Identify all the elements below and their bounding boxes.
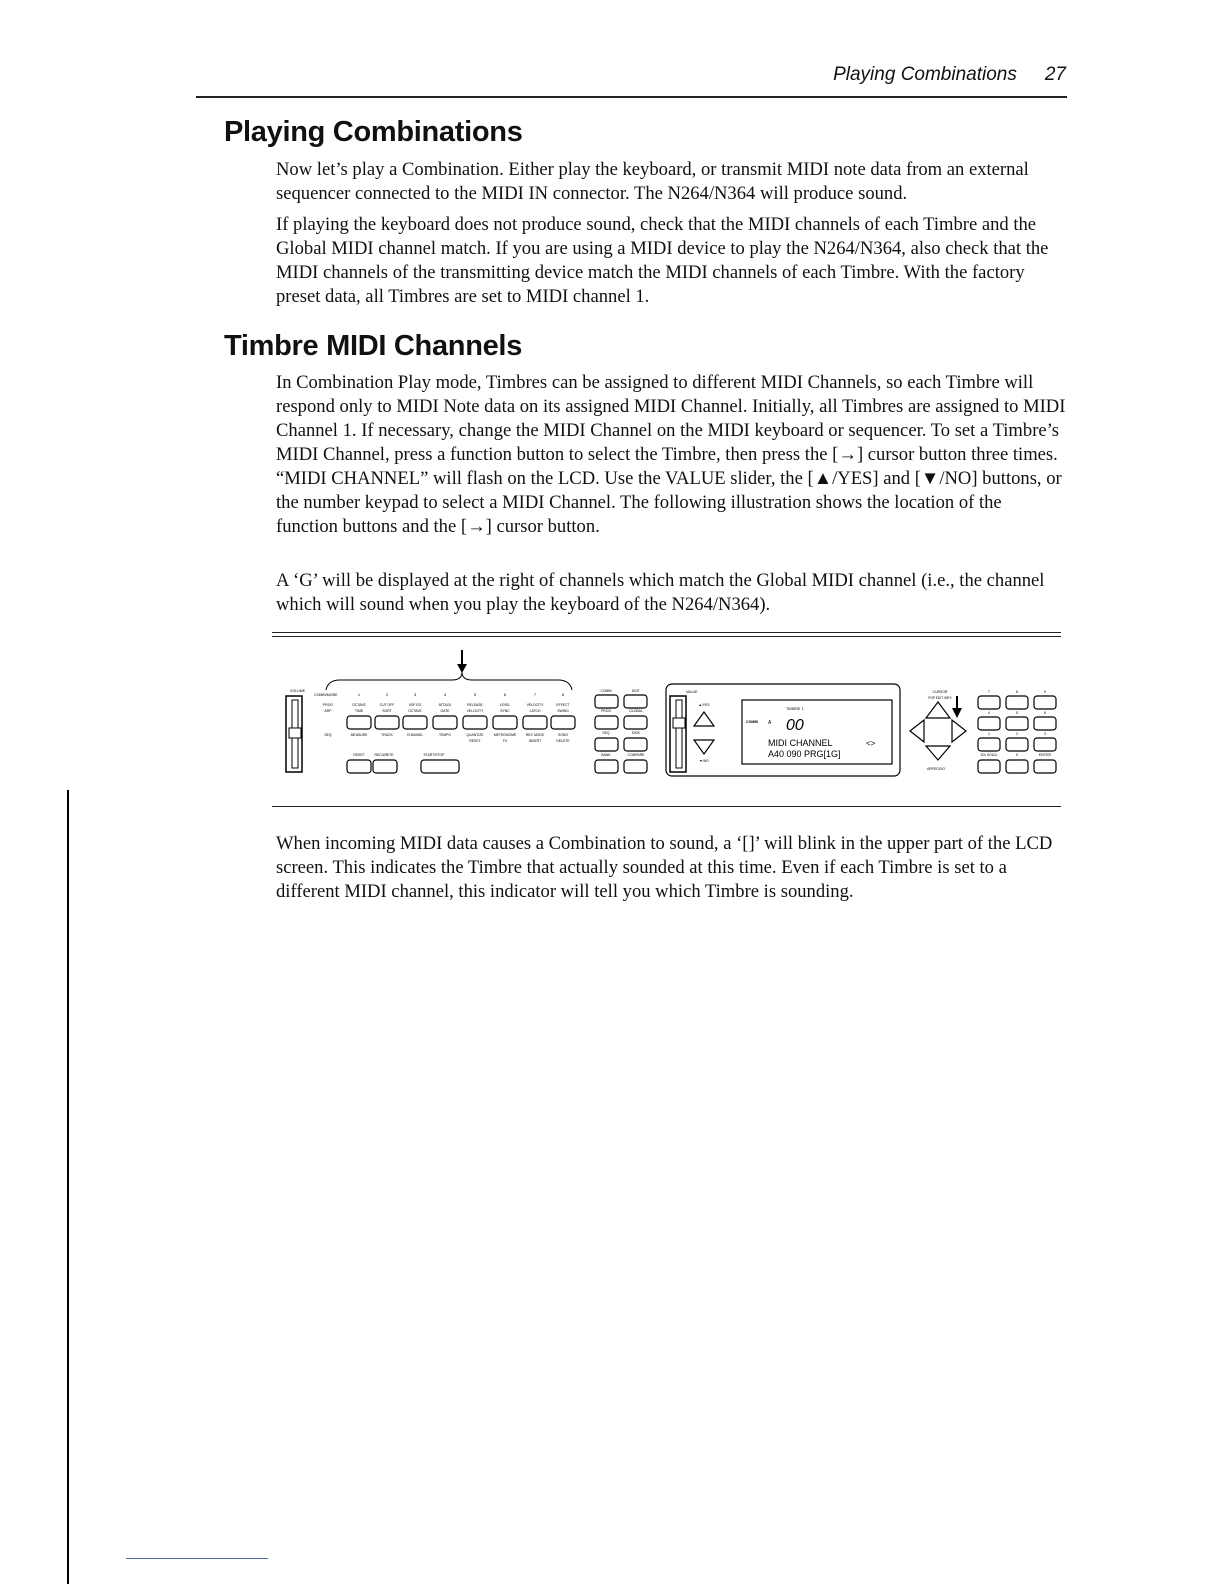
- fn-top-label: CUT OFF: [379, 703, 395, 707]
- fn-bottom-sub: DELETE: [556, 739, 570, 743]
- lcd-mode: COMBI: [746, 720, 758, 724]
- mode-label-disk: DISK: [632, 731, 640, 735]
- value-slider-frame: [670, 696, 686, 772]
- paragraph: Now let’s play a Combination. Either play the keyboard, or transmit MIDI note data from an external sequencer connected to the MIDI IN connector. The N264/N364 will produce sound.: [276, 159, 1029, 204]
- paragraph: In Combination Play mode, Timbres can be assigned to different MIDI Channels, so each Timbre will respond only to MIDI Note data on its assigned MIDI Channel. Initially, all Timbres are assigned to MIDI Channel 1. If necessary, change the MIDI Channel on the MIDI keyboard or sequencer. To set a Timbre’s MIDI Channel, press a function button to select the Timbre, then press the [→] cursor button three times. “MIDI CHANNEL” will flash on the LCD. Use the VALUE slider, the [▲/YES] and [▼/NO] buttons, or the number keypad to select a MIDI Channel. The following illustration shows the location of the function buttons and the [→] cursor button.: [276, 372, 1066, 537]
- volume-slider-knob[interactable]: [289, 728, 301, 738]
- fn-bottom-label: REC MODE: [525, 733, 545, 737]
- fn-number-6: 6: [503, 692, 507, 697]
- keypad-label: 8: [1016, 690, 1018, 694]
- disk-button[interactable]: [624, 738, 647, 751]
- fn-top-label: ATTACK: [438, 703, 452, 707]
- combi-button[interactable]: [595, 695, 618, 708]
- prog-button[interactable]: [595, 716, 618, 729]
- fn-top-label: PROG: [323, 703, 333, 707]
- keypad-button-0[interactable]: [1006, 760, 1028, 773]
- mode-label: COMBI/MODE: [314, 693, 338, 697]
- function-button-2[interactable]: [375, 716, 399, 729]
- fn-number-1: 1: [357, 692, 361, 697]
- fn-mid-label: SYNC: [500, 709, 510, 713]
- paragraph: A ‘G’ will be displayed at the right of channels which match the Global MIDI channel (i.e., the channel which will sound when you play the keyboard of the N264/N364).: [276, 570, 1045, 615]
- pointer-arrow-icon: [457, 650, 467, 673]
- value-label: VALUE: [686, 690, 698, 694]
- section-heading-playing-combinations: Playing Combinations: [224, 116, 523, 148]
- keypad-button-6[interactable]: [1034, 717, 1056, 730]
- fn-top-label: LEVEL: [499, 703, 511, 707]
- keypad-label: 3: [1044, 732, 1046, 736]
- function-button-4[interactable]: [433, 716, 457, 729]
- keypad-button-8[interactable]: [1006, 696, 1028, 709]
- fn-bottom-label: METRONOME: [493, 733, 517, 737]
- keypad-label: 9: [1044, 690, 1046, 694]
- bank-button[interactable]: [595, 760, 618, 773]
- keypad-button-hold[interactable]: [978, 760, 1000, 773]
- keypad-label: 6: [1044, 711, 1046, 715]
- fn-number-3: 3: [413, 692, 417, 697]
- keypad-label: 10's HOLD/-: [980, 753, 998, 757]
- lcd-line1: MIDI CHANNEL: [768, 738, 833, 748]
- function-button-8[interactable]: [551, 716, 575, 729]
- page-number: 27: [1044, 64, 1066, 85]
- mode-label-edit: EDIT: [632, 689, 640, 693]
- fn-mid-label: TIME: [354, 709, 364, 713]
- binding-edge-line: [67, 790, 69, 1584]
- fn-number-2: 2: [385, 692, 389, 697]
- fn-bottom-sub: FX: [502, 739, 508, 743]
- no-button-icon[interactable]: [694, 740, 714, 754]
- front-panel-illustration: [276, 646, 1066, 796]
- keypad-label: 7: [988, 690, 990, 694]
- lcd-header: TIMBRE 1: [786, 707, 804, 711]
- keypad-button-1[interactable]: [978, 738, 1000, 751]
- yes-button-icon[interactable]: [694, 712, 714, 726]
- fn-bottom-sub: RESET: [469, 739, 481, 743]
- cursor-up-icon[interactable]: [926, 702, 950, 718]
- fn-number-7: 7: [533, 692, 537, 697]
- keypad-label: 2: [1016, 732, 1018, 736]
- keypad-label: 0: [1016, 753, 1018, 757]
- rec-write-button[interactable]: [373, 760, 397, 773]
- global-button[interactable]: [624, 716, 647, 729]
- value-slider-track[interactable]: [676, 700, 682, 768]
- fn-mid-label: LATCH: [529, 709, 541, 713]
- fn-bottom-sub: INSERT: [528, 739, 542, 743]
- transport-label: REC/WRITE: [374, 753, 394, 757]
- running-head-title: Playing Combinations: [833, 64, 1017, 85]
- fn-mid-label: ARP: [324, 709, 332, 713]
- compare-button[interactable]: [624, 760, 647, 773]
- keypad-button-4[interactable]: [978, 717, 1000, 730]
- footer-rule: [126, 1558, 268, 1559]
- volume-label: VOLUME: [290, 689, 306, 693]
- transport-label: RESET: [353, 753, 365, 757]
- mode-label-seq: SEQ: [602, 731, 610, 735]
- keypad-button-2[interactable]: [1006, 738, 1028, 751]
- keypad-label: 5: [1016, 711, 1018, 715]
- fn-bottom-label: SEQ: [324, 733, 332, 737]
- edit-button[interactable]: [624, 695, 647, 708]
- arpeggio-label: ARPEGGIO: [926, 767, 946, 771]
- fn-mid-label: SORT: [382, 709, 392, 713]
- fn-top-label: EFFECT: [556, 703, 570, 707]
- paragraph: If playing the keyboard does not produce sound, check that the MIDI channels of each Timbre and the Global MIDI channel match. If you are using a MIDI device to play the N264/N364, also check that the MIDI channels of the transmitting device match the MIDI channels of each Timbre. With the factory preset data, all Timbres are set to MIDI channel 1.: [276, 214, 1049, 307]
- keypad-button-9[interactable]: [1034, 696, 1056, 709]
- fn-number-4: 4: [443, 692, 447, 697]
- function-button-7[interactable]: [523, 716, 547, 729]
- function-button-5[interactable]: [463, 716, 487, 729]
- fn-bottom-label: QUANTIZE: [466, 733, 484, 737]
- header-rule: [196, 96, 1067, 98]
- lcd-bank: A: [768, 720, 772, 726]
- keypad-button-5[interactable]: [1006, 717, 1028, 730]
- section-heading-timbre-midi-channels: Timbre MIDI Channels: [224, 330, 523, 362]
- fn-number-8: 8: [561, 692, 565, 697]
- fn-bottom-label: CHANNEL: [406, 733, 424, 737]
- mode-label-global: GLOBAL: [629, 709, 643, 713]
- fn-bottom-label: TRACK: [381, 733, 393, 737]
- lcd-line2: A40 090 PRG[1G]: [768, 749, 841, 759]
- mode-label-prog: PROG: [601, 709, 611, 713]
- value-slider-knob[interactable]: [673, 718, 685, 728]
- mode-label-compare: COMPARE: [627, 753, 645, 757]
- cursor-down-icon[interactable]: [926, 746, 950, 760]
- function-button-1[interactable]: [347, 716, 371, 729]
- paragraph: When incoming MIDI data causes a Combination to sound, a ‘[]’ will blink in the upper part of the LCD screen. This indicates the Timbre that actually sounded at this time. Even if each Timbre is set to a different MIDI channel, this indicator will tell you which Timbre is sounding.: [276, 833, 1053, 902]
- fn-mid-label: SWING: [557, 709, 569, 713]
- fn-number-5: 5: [473, 692, 477, 697]
- mode-label-bank: BANK: [601, 753, 611, 757]
- yes-label: ▲/YES: [698, 703, 710, 707]
- fn-top-label: RELEASE: [467, 703, 483, 707]
- fn-top-label: VDF EG: [408, 703, 422, 707]
- fn-mid-label: GATE: [440, 709, 450, 713]
- figure-top-rule: [272, 632, 1061, 633]
- no-label: ▼/NO: [699, 759, 709, 763]
- lcd-number: 00: [786, 717, 804, 734]
- lcd-cursor-arrows: <>: [866, 739, 876, 748]
- keypad-button-enter[interactable]: [1034, 760, 1056, 773]
- fn-bottom-label: SONG: [558, 733, 568, 737]
- fn-mid-label: VELOCITY: [466, 709, 484, 713]
- fn-bottom-label: TEMPO: [438, 733, 452, 737]
- figure-bottom-rule: [272, 806, 1061, 807]
- cursor-sub-label: POP EDIT /MFX: [928, 696, 952, 700]
- keypad-button-3[interactable]: [1034, 738, 1056, 751]
- keypad-label: 1: [988, 732, 990, 736]
- fn-top-label: OCTAVE: [352, 703, 366, 707]
- figure-top-rule-2: [272, 636, 1061, 637]
- fn-bottom-label: MEASURE: [350, 733, 368, 737]
- transport-label: START/STOP: [423, 753, 445, 757]
- keypad-label: 4: [988, 711, 990, 715]
- function-button-3[interactable]: [403, 716, 427, 729]
- seq-button[interactable]: [595, 738, 618, 751]
- keypad-button-7[interactable]: [978, 696, 1000, 709]
- keypad-label: ENTER: [1038, 753, 1052, 757]
- cursor-left-icon[interactable]: [910, 720, 924, 742]
- function-bracket: [326, 672, 572, 690]
- cursor-right-icon[interactable]: [952, 720, 966, 742]
- fn-mid-label: OCTAVE: [408, 709, 422, 713]
- cursor-pointer-arrow-icon: [952, 696, 962, 718]
- function-button-6[interactable]: [493, 716, 517, 729]
- cursor-label: CURSOR: [932, 690, 948, 694]
- running-head: [196, 64, 1066, 86]
- reset-button[interactable]: [347, 760, 371, 773]
- start-stop-button[interactable]: [421, 760, 459, 773]
- mode-label-combi: COMBI: [600, 689, 612, 693]
- fn-top-label: VELOCITY: [526, 703, 544, 707]
